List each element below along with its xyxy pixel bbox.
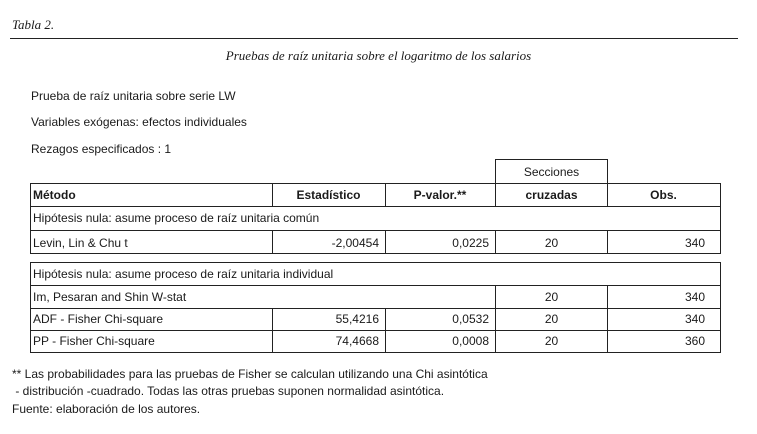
row-levin-sections: 20 bbox=[544, 236, 559, 250]
footnote-distribution: - distribución -cuadrado. Todas las otras pruebas suponen normalidad asintótica. bbox=[12, 384, 445, 398]
row-adf-pvalue: 0,0532 bbox=[452, 312, 489, 326]
row-adf-sections: 20 bbox=[544, 312, 559, 326]
table-label: Tabla 2. bbox=[12, 17, 55, 32]
row-levin-obs: 340 bbox=[684, 236, 705, 250]
header-rule bbox=[10, 38, 738, 39]
row-pp-obs: 360 bbox=[684, 334, 705, 348]
row-adf-method: ADF - Fisher Chi-square bbox=[33, 312, 164, 326]
group2-title: Hipótesis nula: asume proceso de raíz unitaria individual bbox=[33, 267, 334, 281]
header-statistic: Estadístico bbox=[296, 188, 361, 202]
row-ips-sections: 20 bbox=[544, 290, 559, 304]
row-pp-sections: 20 bbox=[544, 334, 559, 348]
info-series: Prueba de raíz unitaria sobre serie LW bbox=[31, 89, 236, 103]
info-lags: Rezagos especificados : 1 bbox=[31, 142, 172, 156]
row-ips-method: Im, Pesaran and Shin W-stat bbox=[33, 290, 187, 304]
group1-title: Hipótesis nula: asume proceso de raíz unitaria común bbox=[33, 211, 320, 225]
row-pp-method: PP - Fisher Chi-square bbox=[33, 334, 155, 348]
header-method: Método bbox=[33, 188, 76, 202]
row-levin-pvalue: 0,0225 bbox=[452, 236, 489, 250]
row-pp-pvalue: 0,0008 bbox=[452, 334, 489, 348]
row-pp-statistic: 74,4668 bbox=[335, 334, 379, 348]
footnote-source: Fuente: elaboración de los autores. bbox=[12, 402, 201, 416]
header-obs: Obs. bbox=[650, 188, 677, 202]
header-pvalue: P-valor.** bbox=[413, 188, 467, 202]
row-adf-obs: 340 bbox=[684, 312, 705, 326]
info-exogenous: Variables exógenas: efectos individuales bbox=[31, 115, 247, 129]
header-sections-bottom: cruzadas bbox=[525, 188, 578, 202]
row-levin-statistic: -2,00454 bbox=[331, 236, 379, 250]
row-ips-obs: 340 bbox=[684, 290, 705, 304]
table-title: Pruebas de raíz unitaria sobre el logaritmo de los salarios bbox=[225, 48, 532, 63]
row-levin-method: Levin, Lin & Chu t bbox=[33, 236, 128, 250]
footnote-probabilities: ** Las probabilidades para las pruebas de Fisher se calculan utilizando una Chi asintótica bbox=[12, 367, 488, 381]
row-adf-statistic: 55,4216 bbox=[335, 312, 379, 326]
header-sections-top: Secciones bbox=[523, 165, 580, 179]
